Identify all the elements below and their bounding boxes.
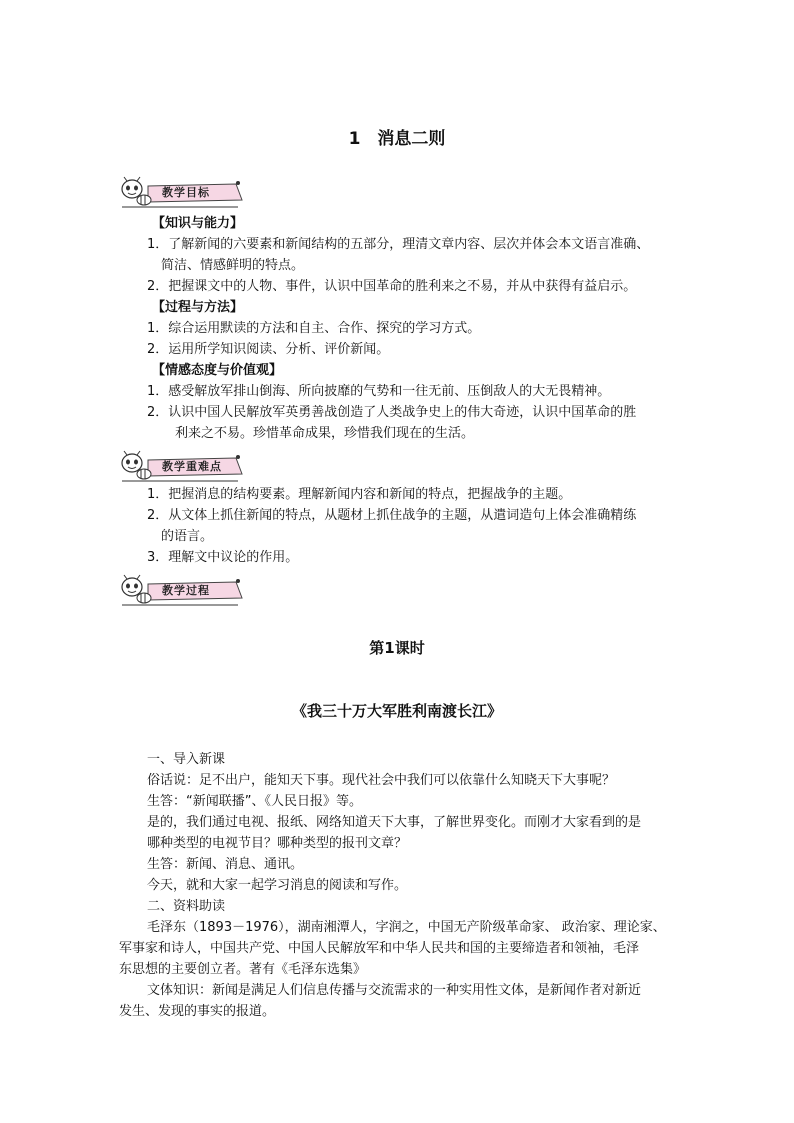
body-text: 哪种类型的电视节目？哪种类型的报刊文章？	[147, 836, 408, 851]
section-heading: 一、导入新课	[147, 752, 226, 767]
body-text: 生答：新闻、消息、通讯。	[147, 857, 304, 872]
keypoint-text: 2．从文体上抓住新闻的特点，从题材上抓住战争的主题，从遣词造句上体会准确精练	[147, 508, 637, 523]
body-text: 俗话说：足不出户，能知天下事。现代社会中我们可以依靠什么知晓天下大事呢？	[147, 773, 616, 788]
section-heading: 二、资料助读	[147, 899, 226, 914]
section-banner-keypoints	[118, 450, 248, 484]
body-text: 是的，我们通过电视、报纸、网络知道天下大事，了解世界变化。而刚才大家看到的是	[147, 815, 642, 830]
goal-text: 简洁、情感鲜明的特点。	[161, 258, 305, 273]
body-text: 发生、发现的事实的报道。	[119, 1004, 276, 1019]
subheading-emotion: 【情感态度与价值观】	[152, 363, 283, 378]
keypoint-text: 1．把握消息的结构要素。理解新闻内容和新闻的特点，把握战争的主题。	[147, 487, 572, 502]
goal-text: 1．感受解放军排山倒海、所向披靡的气势和一往无前、压倒敌人的大无畏精神。	[147, 384, 611, 399]
goal-text: 2．把握课文中的人物、事件，认识中国革命的胜利来之不易，并从中获得有益启示。	[147, 279, 637, 294]
section-banner-process	[118, 574, 248, 608]
subheading-process: 【过程与方法】	[152, 300, 244, 315]
body-text: 毛泽东（1893－1976），湖南湘潭人，字润之，中国无产阶级革命家、 政治家、理论家、	[147, 920, 666, 935]
goal-text: 2．认识中国人民解放军英勇善战创造了人类战争史上的伟大奇迹，认识中国革命的胜	[147, 405, 637, 420]
keypoint-text: 3．理解文中议论的作用。	[147, 550, 299, 565]
body-text: 生答：“新闻联播”、《人民日报》等。	[147, 794, 362, 809]
lesson-title: 第1课时	[369, 639, 425, 657]
keypoint-text: 的语言。	[161, 529, 214, 544]
goal-text: 1．了解新闻的六要素和新闻结构的五部分，理清文章内容、层次并体会本文语言准确、	[147, 237, 650, 252]
banner-label: 教学目标	[162, 186, 210, 199]
goal-text: 2．运用所学知识阅读、分析、评价新闻。	[147, 342, 390, 357]
page-title: 1 消息二则	[348, 129, 446, 149]
section-banner-goals	[118, 176, 248, 210]
goal-text: 1．综合运用默读的方法和自主、合作、探究的学习方式。	[147, 321, 481, 336]
body-text: 东思想的主要创立者。著有《毛泽东选集》	[119, 962, 367, 977]
banner-label: 教学过程	[162, 584, 210, 597]
body-text: 军事家和诗人，中国共产党、中国人民解放军和中华人民共和国的主要缔造者和领袖，毛泽	[119, 941, 640, 956]
subheading-knowledge: 【知识与能力】	[152, 216, 244, 231]
body-text: 文体知识：新闻是满足人们信息传播与交流需求的一种实用性文体，是新闻作者对新近	[147, 983, 642, 998]
article-title: 《我三十万大军胜利南渡长江》	[291, 702, 502, 720]
body-text: 今天，就和大家一起学习消息的阅读和写作。	[147, 878, 408, 893]
goal-text: 利来之不易。珍惜革命成果，珍惜我们现在的生活。	[175, 426, 475, 441]
banner-label: 教学重难点	[162, 460, 222, 473]
